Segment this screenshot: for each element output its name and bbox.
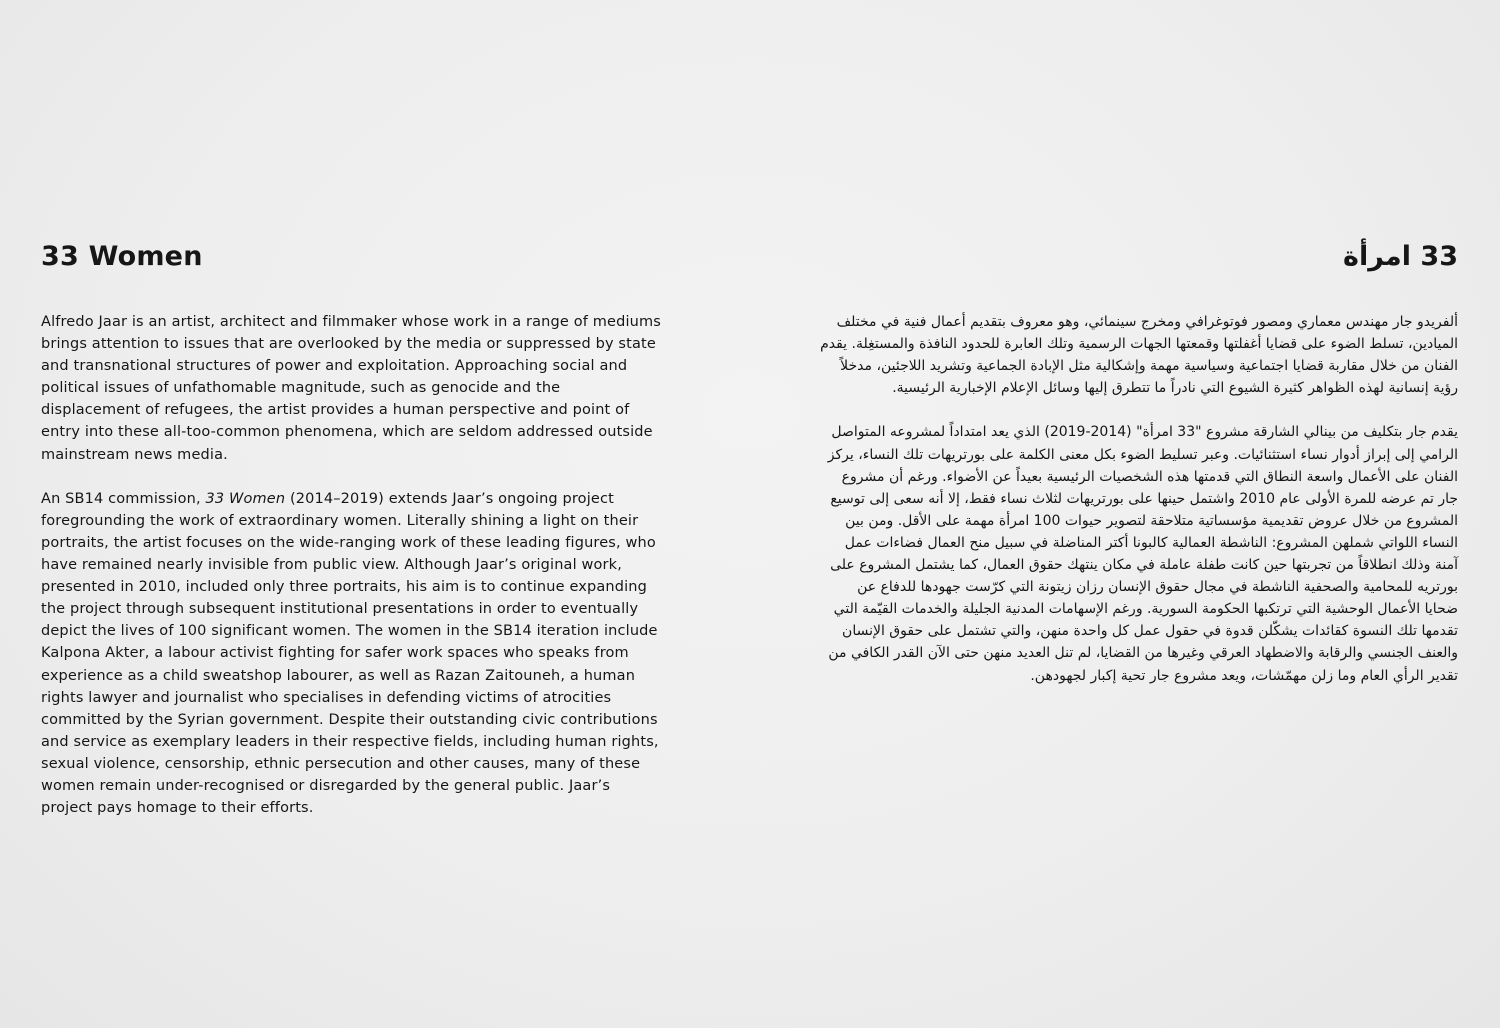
arabic-paragraph-1: ألفريدو جار مهندس معماري ومصور فوتوغرافي ومخرج سينمائي، وهو معروف بتقديم أعمال فنية في مختلف الميادين، تسلط الضوء على قضايا أغفلتها وقمعتها الجهات الرسمية وتلك العابرة للحدود النافذة والمستغِلة. يقدم الفنان من خلال مقاربة قضايا اجتماعية وسياسية مهمة وإشكالية مثل الإبادة الجماعية وتشريد اللاجئين، مدخلاً رؤية إنسانية لهذه الظواهر كثيرة الشيوع التي نادراً ما تتطرق إليها وسائل الإعلام الإخبارية الرئيسية. [820, 314, 1458, 397]
english-paragraph-1: Alfredo Jaar is an artist, architect and filmmaker whose work in a range of mediums brings attention to issues that are overlooked by the media or suppressed by state and transnational structures of power and exploitation. Approaching social and political issues of unfathomable magnitude, such as genocide and the displacement of refugees, the artist provides a human perspective and point of entry into these all-too-common phenomena, which are seldom addressed outside mainstream news media. [41, 314, 661, 463]
english-title: 33 Women [41, 241, 203, 272]
english-work-title: 33 Women [205, 490, 286, 507]
arabic-text-panel [820, 0, 1458, 1028]
arabic-title: 33 امرأة [1343, 241, 1458, 272]
english-text-panel [41, 0, 661, 1028]
english-paragraph-2-rest: (2014–2019) extends Jaar’s ongoing project foregrounding the work of extraordinary women. Literally shining a light on their portraits, the artist focuses on the wide-ranging work of these leading figures, who have remained nearly invisible from public view. Although Jaar’s original work, presented in 2010, included only three portraits, his aim is to continue expanding the project through subsequent institutional presentations in order to eventually depict the lives of 100 significant women. The women in the SB14 iteration include Kalpona Akter, a labour activist fighting for safer work spaces who speaks from experience as a child sweatshop labourer, as well as Razan Zaitouneh, a human rights lawyer and journalist who specialises in defending victims of atrocities committed by the Syrian government. Despite their outstanding civic contributions and service as exemplary leaders in their respective fields, including human rights, sexual violence, censorship, ethnic persecution and other causes, many of these women remain under-recognised or disregarded by the general public. Jaar’s project pays homage to their efforts. [41, 490, 659, 817]
english-paragraph-2 [41, 488, 661, 819]
arabic-body [820, 311, 1458, 709]
english-body [41, 311, 661, 841]
english-paragraph-2-intro: An SB14 commission, [41, 490, 206, 507]
arabic-paragraph-2: يقدم جار بتكليف من بينالي الشارقة مشروع "33 امرأة" (2014-2019) الذي يعد امتداداً لمشروعه المتواصل الرامي إلى إبراز أدوار نساء استثنائيات. وعبر تسليط الضوء بكل معنى الكلمة على بورتريهات تلك النساء، يركز الفنان على الأعمال واسعة النطاق التي قدمتها هذه الشخصيات الرئيسية بعيداً عن الأضواء. ورغم أن مشروع جار تم عرضه للمرة الأولى عام 2010 واشتمل حينها على بورتريهات لثلاث نساء فقط، إلا أنه سعى إلى توسيع المشروع من خلال عروض تقديمية مؤسساتية متلاحقة لتصوير حيوات 100 امرأة مهمة على الأقل. ومن بين النساء اللواتي شملهن المشروع: الناشطة العمالية كالبونا أكتر المناضلة في سبيل منح العمال فضاءات عمل آمنة وذلك انطلاقاً من تجربتها حين كانت طفلة عاملة في مكان ينتهك حقوق العمال، كما يشتمل المشروع على بورتريه للمحامية والصحفية الناشطة في مجال حقوق الإنسان رزان زيتونة التي كرّست جهودها للدفاع عن ضحايا الأعمال الوحشية التي ترتكبها الحكومة السورية. ورغم الإسهامات المدنية الجليلة والخدمات القيّمة التي تقدمها تلك النسوة كقائدات يشكّلن قدوة في حقول عمل كل واحدة منهن، والتي تشتمل على حقوق الإنسان والعنف الجنسي والرقابة والاضطهاد العرقي وغيرها من القضايا، لم تنل العديد منهن حتى الآن القدر الكافي من تقدير الرأي العام وما زلن مهمّشات، ويعد مشروع جار تحية إكبار لجهودهن. [827, 424, 1458, 684]
